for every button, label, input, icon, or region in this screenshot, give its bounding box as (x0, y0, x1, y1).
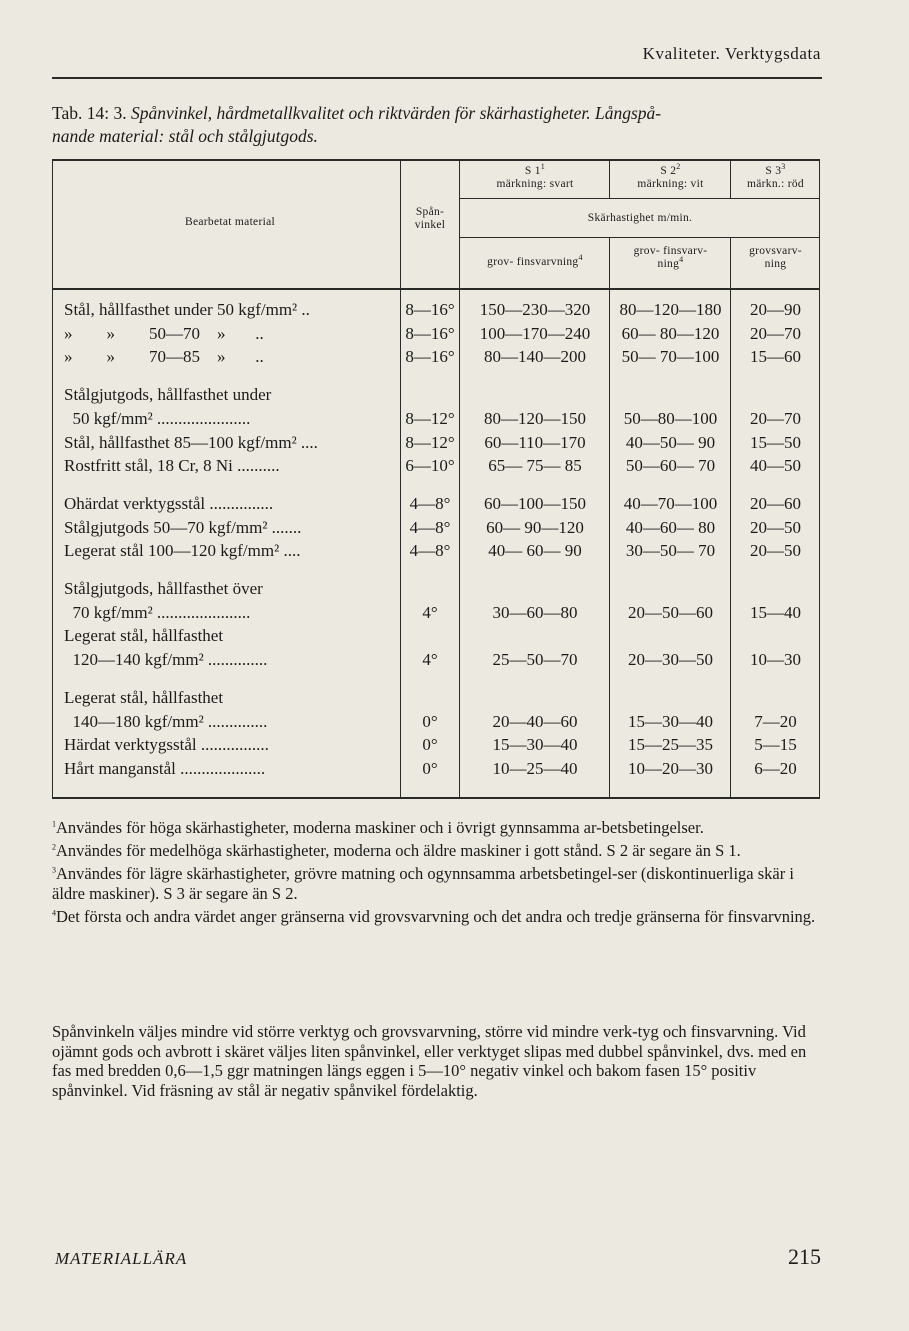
table-row (52, 407, 820, 431)
row-angle: 8—16° (405, 300, 455, 319)
row-s1: 60— 90—120 (486, 517, 584, 537)
head-s2-sub-sup: 4 (679, 255, 684, 265)
header-rule (52, 77, 822, 79)
head-s2 (611, 162, 730, 191)
head-s1-mark: märkning: svart (496, 178, 574, 190)
footnote-3-num: 3 (52, 865, 56, 875)
head-s2-sup: 2 (676, 162, 681, 172)
head-s1-sup: 1 (540, 162, 546, 172)
col-rule-4 (730, 159, 731, 198)
row-s2: 10—20—30 (628, 758, 713, 778)
table-head-bottom-rule (52, 288, 820, 290)
row-s3: 10—30 (750, 650, 801, 670)
table-row (52, 563, 820, 577)
row-material: Stålgjutgods, hållfasthet under (64, 385, 272, 405)
table-row (52, 516, 820, 540)
footnote-1-text: Användes för höga skärhastigheter, moderna maskiner och i övrigt gynnsamma ar-betsbetingelser. (56, 818, 704, 837)
row-s1: 60—100—150 (484, 493, 586, 513)
row-s2: 50— 70—100 (621, 347, 720, 367)
footnote-2-text: Användes för medelhöga skärhastigheter, moderna och äldre maskiner i gott stånd. S 2 är segare än S 1. (56, 841, 741, 860)
row-material: Legerat stål, hållfasthet (64, 626, 224, 646)
table-row (52, 648, 820, 672)
table-row (52, 454, 820, 478)
row-s3: 20—50 (750, 517, 801, 537)
row-angle: 4—8° (409, 493, 451, 513)
table-row (52, 686, 820, 710)
table-row (52, 322, 820, 346)
row-s1: 20—40—60 (492, 711, 578, 731)
row-angle: 4° (422, 650, 438, 670)
head-s2-sub-1: grov- finsvarv- (633, 245, 708, 257)
row-material: Stål, hållfasthet under 50 kgf/mm² .. (64, 300, 310, 319)
row-s2: 30—50— 70 (625, 541, 716, 561)
body-paragraph: Spånvinkeln väljes mindre vid större verktyg och grovsvarvning, större vid mindre verk-tyg och finsvarvning. Vid ojämnt gods och avbrott i skäret väljes liten spånvinkel, eller verktyget slipas med dubbel spånvinkel, dvs. med en fas med bredden 0,6—1,5 ggr matningen längs eggen i 5—10° negativ vinkel och bakom fasen 15° positiv spånvinkel. Vid fräsning av stål är negativ spånvikel fördelaktig. (52, 1022, 807, 1100)
footnote-3 (52, 864, 822, 904)
table-row (52, 601, 820, 625)
row-material: » » 50—70 » .. (64, 323, 264, 343)
row-s2: 20—50—60 (628, 602, 713, 622)
table-row (52, 757, 820, 781)
row-angle: 8—16° (405, 347, 455, 367)
footnote-2-num: 2 (52, 842, 56, 852)
caption-number: Tab. 14: 3. (52, 103, 127, 123)
row-s3: 20—70 (750, 408, 801, 428)
row-angle: 8—12° (405, 432, 455, 452)
table-row (52, 710, 820, 734)
row-s1: 40— 60— 90 (488, 541, 582, 561)
head-material: Bearbetat material (184, 216, 275, 228)
row-angle: 4° (422, 602, 438, 622)
row-s1: 100—170—240 (479, 323, 591, 343)
table-row (52, 345, 820, 369)
running-header: Kvaliteter. Verktygsdata (642, 44, 821, 63)
row-s2: 50—80—100 (623, 408, 718, 428)
table-caption (52, 102, 824, 148)
table-row (52, 492, 820, 516)
row-s3: 5—15 (754, 735, 797, 755)
footnote-4-num: 4 (52, 908, 56, 918)
row-s1: 25—50—70 (492, 650, 578, 670)
row-s2: 15—30—40 (628, 711, 713, 731)
row-material: 50 kgf/mm² ...................... (64, 408, 251, 428)
row-s1: 60—110—170 (484, 432, 586, 452)
head-s3-label: S 3 (765, 165, 782, 177)
row-material: Stålgjutgods, hållfasthet över (64, 579, 263, 598)
table-row (52, 298, 820, 322)
row-angle: 0° (422, 711, 438, 731)
col-rule-3 (609, 159, 610, 198)
table-bottom-rule (52, 797, 820, 799)
head-s3-sub (732, 245, 819, 271)
row-s3: 20—90 (750, 300, 801, 319)
table-row (52, 383, 820, 407)
row-angle: 4—8° (409, 517, 451, 537)
row-s2: 40—70—100 (623, 493, 718, 513)
row-s2: 50—60— 70 (625, 456, 716, 476)
head-s2-sub (611, 245, 730, 271)
table-top-rule (52, 159, 820, 161)
row-s1: 65— 75— 85 (488, 456, 582, 476)
row-s3: 20—60 (750, 493, 801, 513)
row-s3: 6—20 (754, 758, 797, 778)
head-s1-sub (461, 253, 609, 269)
row-s1: 15—30—40 (492, 735, 578, 755)
row-s3: 40—50 (750, 456, 801, 476)
row-material: Stål, hållfasthet 85—100 kgf/mm² .... (64, 432, 318, 452)
row-material: 120—140 kgf/mm² .............. (64, 650, 268, 670)
row-material: Legerat stål 100—120 kgf/mm² .... (64, 541, 301, 561)
head-s3-sup: 3 (781, 162, 786, 172)
row-material: 140—180 kgf/mm² .............. (64, 711, 268, 731)
table-row (52, 672, 820, 686)
table-row (52, 733, 820, 757)
head-s2-sub-2: ning (657, 258, 680, 270)
row-s3: 20—70 (750, 323, 801, 343)
row-angle: 6—10° (405, 456, 455, 476)
row-s1: 80—120—150 (484, 408, 586, 428)
head-s3 (732, 162, 819, 191)
row-s2: 40—50— 90 (625, 432, 716, 452)
row-material: Legerat stål, hållfasthet (64, 687, 224, 707)
table-row (52, 478, 820, 492)
row-s1: 10—25—40 (492, 758, 578, 778)
row-s3: 15—50 (750, 432, 801, 452)
footnote-1-num: 1 (52, 819, 56, 829)
table-row (52, 539, 820, 563)
row-material: Hårt manganstål .................... (64, 758, 266, 778)
footnote-4-text: Det första och andra värdet anger gränserna vid grovsvarvning och det andra och tredje gränserna för finsvarvning. (56, 907, 816, 926)
footnote-2 (52, 841, 822, 861)
caption-line1: Spånvinkel, hårdmetallkvalitet och riktvärden för skärhastigheter. Långspå- (130, 103, 662, 123)
footnote-1 (52, 818, 822, 838)
row-material: Härdat verktygsstål ................ (64, 735, 269, 755)
row-material: Rostfritt stål, 18 Cr, 8 Ni .......... (64, 456, 280, 476)
row-s3: 15—40 (750, 602, 801, 622)
row-angle: 0° (422, 758, 438, 778)
row-s1: 150—230—320 (479, 300, 591, 319)
row-s3: 20—50 (750, 541, 801, 561)
head-s3-mark: märkn.: röd (747, 178, 804, 190)
row-material: 70 kgf/mm² ...................... (64, 602, 251, 622)
head-s2-label: S 2 (660, 165, 677, 177)
head-s1-label: S 1 (524, 165, 541, 177)
table-row (52, 577, 820, 601)
head-speed: Skärhastighet m/min. (587, 212, 693, 224)
head-s2-mark: märkning: vit (637, 178, 704, 190)
table-row (52, 624, 820, 648)
row-material: Stålgjutgods 50—70 kgf/mm² ....... (64, 517, 302, 537)
row-s2: 20—30—50 (628, 650, 713, 670)
row-s3: 15—60 (750, 347, 801, 367)
head-s1-sub-text: grov- finsvarvning (487, 256, 579, 268)
footnote-4 (52, 907, 822, 927)
head-spanvinkel-2: vinkel (414, 219, 446, 231)
page-number: 215 (788, 1244, 821, 1269)
head-s1-sub-sup: 4 (578, 253, 583, 263)
row-s2: 60— 80—120 (621, 323, 720, 343)
row-material: Ohärdat verktygsstål ............... (64, 493, 274, 513)
head-spanvinkel-1: Spån- (415, 206, 445, 218)
table-row (52, 369, 820, 383)
head-s1 (461, 162, 609, 191)
row-s2: 40—60— 80 (625, 517, 716, 537)
footnote-3-text: Användes för lägre skärhastigheter, grövre matning och ogynnsamma arbetsbetingel-ser (diskontinuerliga skär i äldre maskiner). S 3 är segare än S 2. (52, 864, 794, 903)
head-s3-sub-1: grovsvarv- (749, 245, 802, 257)
head-mid-rule-1 (459, 198, 820, 199)
row-angle: 4—8° (409, 541, 451, 561)
row-material: » » 70—85 » .. (64, 347, 264, 367)
row-s2: 80—120—180 (619, 300, 722, 319)
row-angle: 8—12° (405, 408, 455, 428)
head-spanvinkel (402, 206, 458, 232)
caption-line2: nande material: stål och stålgjutgods. (52, 126, 318, 146)
row-s2: 15—25—35 (628, 735, 713, 755)
head-s3-sub-2: ning (764, 258, 787, 270)
row-angle: 8—16° (405, 323, 455, 343)
row-angle: 0° (422, 735, 438, 755)
table-row (52, 431, 820, 455)
row-s3: 7—20 (754, 711, 797, 731)
footnotes (52, 818, 822, 930)
row-s1: 80—140—200 (484, 347, 586, 367)
row-s1: 30—60—80 (492, 602, 578, 622)
footer-book-title: MATERIALLÄRA (55, 1249, 188, 1268)
head-mid-rule-2 (459, 237, 820, 238)
